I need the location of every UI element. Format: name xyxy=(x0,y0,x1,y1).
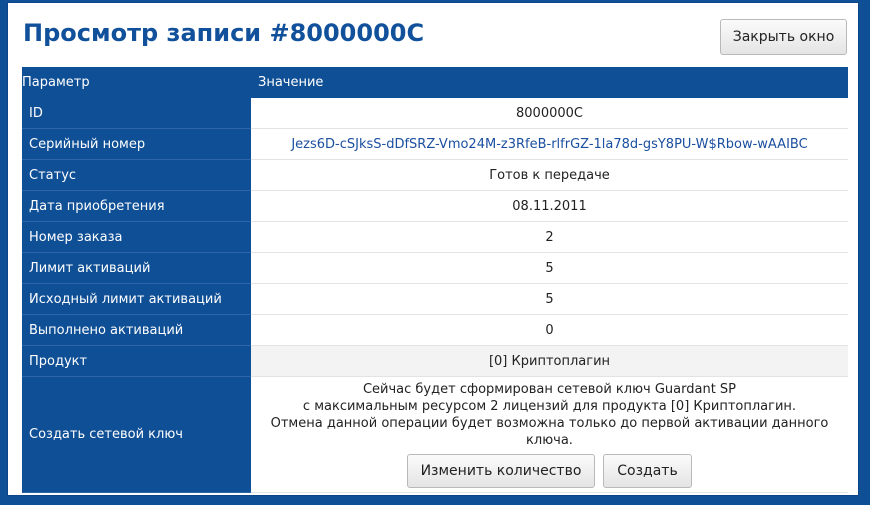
notice-line: Отмена данной операции будет возможна только до первой активации данного ключа. xyxy=(270,416,829,448)
notice-line: Сейчас будет сформирован сетевой ключ Guardant SP xyxy=(362,382,737,397)
table-row-status xyxy=(22,160,848,191)
table-row-create-key xyxy=(22,377,848,493)
row-value: 2 xyxy=(251,222,848,253)
row-label: Лимит активаций xyxy=(22,253,251,284)
change-quantity-button[interactable]: Изменить количество xyxy=(407,454,595,488)
row-label: Номер заказа xyxy=(22,222,251,253)
create-key-notice xyxy=(251,381,848,449)
table-row-initial-activation-limit xyxy=(22,284,848,315)
row-value: 5 xyxy=(251,284,848,315)
row-label: Дата приобретения xyxy=(22,191,251,222)
row-label: Создать сетевой ключ xyxy=(22,377,251,493)
row-label: Серийный номер xyxy=(22,129,251,160)
row-label: ID xyxy=(22,98,251,129)
row-value: 0 xyxy=(251,315,848,346)
row-value: [0] Криптоплагин xyxy=(251,346,848,377)
row-label: Статус xyxy=(22,160,251,191)
record-table xyxy=(22,67,848,493)
serial-number-link[interactable]: Jezs6D-cSJksS-dDfSRZ-Vmo24M-z3RfeB-rlfrGZ-1la78d-gsY8PU-W$Rbow-wAAIBC xyxy=(251,129,848,160)
row-value: 5 xyxy=(251,253,848,284)
create-button[interactable]: Создать xyxy=(603,454,692,488)
table-header xyxy=(22,67,848,98)
create-key-actions xyxy=(251,454,848,488)
row-value: 08.11.2011 xyxy=(251,191,848,222)
header-value: Значение xyxy=(251,67,848,98)
notice-line: с максимальным ресурсом 2 лицензий для продукта [0] Криптоплагин. xyxy=(302,399,797,414)
table-row-serial xyxy=(22,129,848,160)
table-row-activation-limit xyxy=(22,253,848,284)
header-param: Параметр xyxy=(22,67,251,98)
row-label: Исходный лимит активаций xyxy=(22,284,251,315)
table-row-product xyxy=(22,346,848,377)
row-value: 8000000C xyxy=(251,98,848,129)
record-view-window xyxy=(7,2,859,496)
table-row-order-number xyxy=(22,222,848,253)
row-label: Продукт xyxy=(22,346,251,377)
close-window-button[interactable]: Закрыть окно xyxy=(720,19,847,55)
create-key-panel xyxy=(251,377,848,493)
table-row-id xyxy=(22,98,848,129)
table-row-purchase-date xyxy=(22,191,848,222)
row-label: Выполнено активаций xyxy=(22,315,251,346)
page-title: Просмотр записи #8000000C xyxy=(23,19,425,47)
table-row-activations-done xyxy=(22,315,848,346)
row-value: Готов к передаче xyxy=(251,160,848,191)
